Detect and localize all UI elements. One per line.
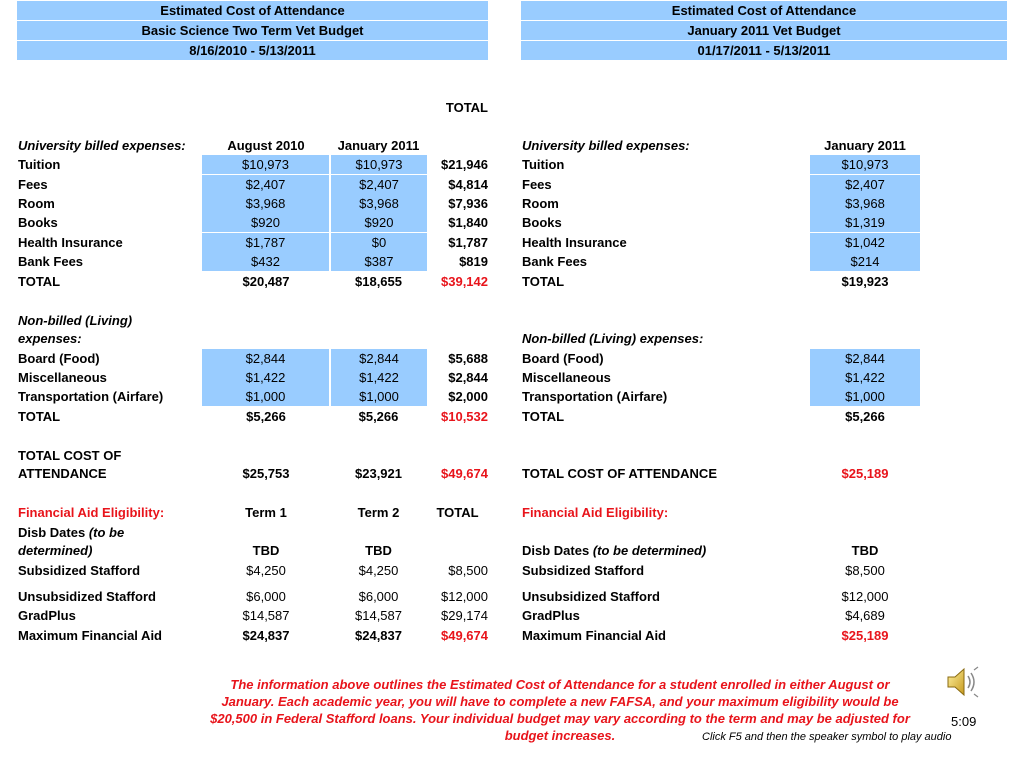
total-column-heading: TOTAL [445, 100, 488, 115]
right-col-january: January 2011 [824, 138, 906, 153]
right-header-title: Estimated Cost of Attendance [521, 1, 1007, 20]
left-ub-row-total: $1,787 [448, 235, 488, 250]
right-aid-row-label: GradPlus [522, 608, 580, 623]
left-ub-row-total: $21,946 [441, 157, 488, 172]
left-nb-row-jan: $1,422 [331, 368, 427, 387]
left-nb-row-aug: $1,000 [202, 387, 329, 406]
left-ub-row-aug: $1,787 [202, 233, 329, 252]
left-aid-row-term1: $4,250 [246, 563, 286, 578]
left-tca-total: $49,674 [441, 466, 488, 481]
left-header-dates: 8/16/2010 - 5/13/2011 [17, 41, 488, 60]
left-nb-row-label: Miscellaneous [18, 370, 107, 385]
left-ub-row-total: $1,840 [448, 215, 488, 230]
left-tca-aug: $25,753 [242, 466, 290, 481]
left-term2: Term 2 [357, 505, 400, 520]
left-max-aid-label: Maximum Financial Aid [18, 628, 162, 643]
left-ub-row-aug: $920 [202, 213, 329, 232]
left-disb-jan: TBD [365, 543, 392, 558]
left-ub-row-total: $819 [459, 254, 488, 269]
left-aid-row-term2: $4,250 [358, 563, 399, 578]
right-ub-row-value: $1,319 [810, 213, 920, 232]
left-ub-row-label: Tuition [18, 157, 61, 172]
left-nb-label: Non-billed (Living) expenses: [18, 313, 133, 346]
right-disb-value: TBD [851, 543, 879, 558]
left-aid-row-total: $29,174 [441, 608, 488, 623]
left-nb-total-total: $10,532 [441, 409, 488, 424]
left-tca-jan: $23,921 [355, 466, 402, 481]
left-tca-label: TOTAL COST OF ATTENDANCE [18, 448, 122, 481]
left-aid-row-label: GradPlus [18, 608, 76, 623]
left-ub-label: University billed expenses: [18, 138, 186, 153]
left-ub-row-jan: $10,973 [331, 155, 427, 174]
right-ub-row-value: $214 [810, 252, 920, 271]
left-max-aid-term1: $24,837 [242, 628, 290, 643]
left-aid-row-term1: $14,587 [242, 608, 290, 623]
right-nb-row-label: Board (Food) [522, 351, 604, 366]
left-disb-aug: TBD [252, 543, 280, 558]
left-disb-label: Disb Dates (to be determined) [18, 525, 125, 558]
right-fa-label: Financial Aid Eligibility: [522, 505, 669, 520]
right-aid-row-value: $4,689 [845, 608, 885, 623]
right-nb-row-label: Transportation (Airfare) [522, 389, 668, 404]
left-fa-total: TOTAL [436, 505, 479, 520]
left-nb-row-total: $2,000 [448, 389, 488, 404]
right-nb-row-value: $1,422 [810, 368, 920, 387]
right-ub-label: University billed expenses: [522, 138, 690, 153]
left-ub-row-total: $7,936 [448, 196, 488, 211]
right-aid-row-label: Subsidized Stafford [522, 563, 645, 578]
left-ub-row-total: $4,814 [448, 177, 488, 192]
right-ub-row-label: Books [522, 215, 562, 230]
left-nb-row-aug: $2,844 [202, 349, 329, 368]
left-nb-total-aug: $5,266 [246, 409, 286, 424]
right-tca-value: $25,189 [841, 466, 889, 481]
left-nb-total-jan: $5,266 [358, 409, 399, 424]
right-ub-total-value: $19,923 [841, 274, 889, 289]
left-ub-row-aug: $432 [202, 252, 329, 271]
right-nb-total-label: TOTAL [522, 409, 565, 424]
audio-duration: 5:09 [951, 714, 977, 729]
left-nb-row-label: Board (Food) [18, 351, 100, 366]
audio-hint: Click F5 and then the speaker symbol to play audio [702, 731, 952, 743]
left-col-january: January 2011 [337, 138, 420, 153]
speaker-icon[interactable] [944, 664, 980, 700]
left-ub-row-jan: $387 [331, 252, 427, 271]
left-nb-row-aug: $1,422 [202, 368, 329, 387]
right-disb-label: Disb Dates (to be determined) [522, 543, 707, 558]
left-ub-row-label: Fees [18, 177, 48, 192]
right-nb-row-value: $2,844 [810, 349, 920, 368]
left-aid-row-total: $8,500 [448, 563, 488, 578]
left-ub-row-label: Health Insurance [18, 235, 123, 250]
left-nb-row-jan: $1,000 [331, 387, 427, 406]
right-ub-row-label: Bank Fees [522, 254, 588, 269]
left-ub-row-label: Bank Fees [18, 254, 84, 269]
left-ub-row-label: Room [18, 196, 55, 211]
left-aid-row-term1: $6,000 [246, 589, 286, 604]
right-max-aid-label: Maximum Financial Aid [522, 628, 666, 643]
right-ub-row-value: $3,968 [810, 194, 920, 213]
left-aid-row-label: Subsidized Stafford [18, 563, 141, 578]
left-ub-row-label: Books [18, 215, 58, 230]
right-ub-row-label: Fees [522, 177, 552, 192]
right-ub-row-value: $2,407 [810, 175, 920, 194]
right-aid-row-label: Unsubsidized Stafford [522, 589, 660, 604]
left-ub-row-aug: $2,407 [202, 175, 329, 194]
right-nb-row-value: $1,000 [810, 387, 920, 406]
left-ub-total-total: $39,142 [441, 274, 488, 289]
left-ub-row-aug: $10,973 [202, 155, 329, 174]
left-nb-row-jan: $2,844 [331, 349, 427, 368]
right-nb-label: Non-billed (Living) expenses: [522, 331, 704, 346]
left-aid-row-label: Unsubsidized Stafford [18, 589, 156, 604]
left-max-aid-total: $49,674 [441, 628, 488, 643]
left-header-subtitle: Basic Science Two Term Vet Budget [17, 21, 488, 40]
left-header-title: Estimated Cost of Attendance [17, 1, 488, 20]
right-header-subtitle: January 2011 Vet Budget [521, 21, 1007, 40]
left-term1: Term 1 [245, 505, 287, 520]
left-fa-label: Financial Aid Eligibility: [18, 505, 165, 520]
left-aid-row-term2: $6,000 [358, 589, 399, 604]
right-ub-total-label: TOTAL [522, 274, 565, 289]
left-max-aid-term2: $24,837 [355, 628, 402, 643]
left-nb-row-total: $5,688 [448, 351, 488, 366]
right-ub-row-value: $1,042 [810, 233, 920, 252]
right-max-aid-value: $25,189 [841, 628, 889, 643]
left-col-august: August 2010 [227, 138, 305, 153]
right-ub-row-label: Health Insurance [522, 235, 627, 250]
left-ub-row-jan: $2,407 [331, 175, 427, 194]
left-nb-row-label: Transportation (Airfare) [18, 389, 164, 404]
left-aid-row-total: $12,000 [441, 589, 488, 604]
note-text: The information above outlines the Estimated Cost of Attendance for a student enrolled in either August or January. Each academic year, you will have to complete a new FAFSA, and your maximum eligibility would be $20,500 in Federal Stafford loans. Your individual budget may vary according to the term and may be adjusted for budget increases. [210, 677, 910, 743]
left-ub-row-jan: $0 [331, 233, 427, 252]
right-header-dates: 01/17/2011 - 5/13/2011 [521, 41, 1007, 60]
right-aid-row-value: $8,500 [845, 563, 885, 578]
right-tca-label: TOTAL COST OF ATTENDANCE [522, 466, 717, 481]
left-ub-row-jan: $3,968 [331, 194, 427, 213]
right-nb-row-label: Miscellaneous [522, 370, 611, 385]
left-nb-total-label: TOTAL [18, 409, 61, 424]
right-nb-total-value: $5,266 [845, 409, 885, 424]
right-ub-row-label: Tuition [522, 157, 565, 172]
right-aid-row-value: $12,000 [841, 589, 889, 604]
left-aid-row-term2: $14,587 [355, 608, 402, 623]
left-ub-row-jan: $920 [331, 213, 427, 232]
left-ub-row-aug: $3,968 [202, 194, 329, 213]
left-nb-row-total: $2,844 [448, 370, 488, 385]
right-ub-row-label: Room [522, 196, 559, 211]
left-ub-total-aug: $20,487 [242, 274, 290, 289]
left-ub-total-label: TOTAL [18, 274, 61, 289]
left-ub-total-jan: $18,655 [355, 274, 402, 289]
right-ub-row-value: $10,973 [810, 155, 920, 174]
